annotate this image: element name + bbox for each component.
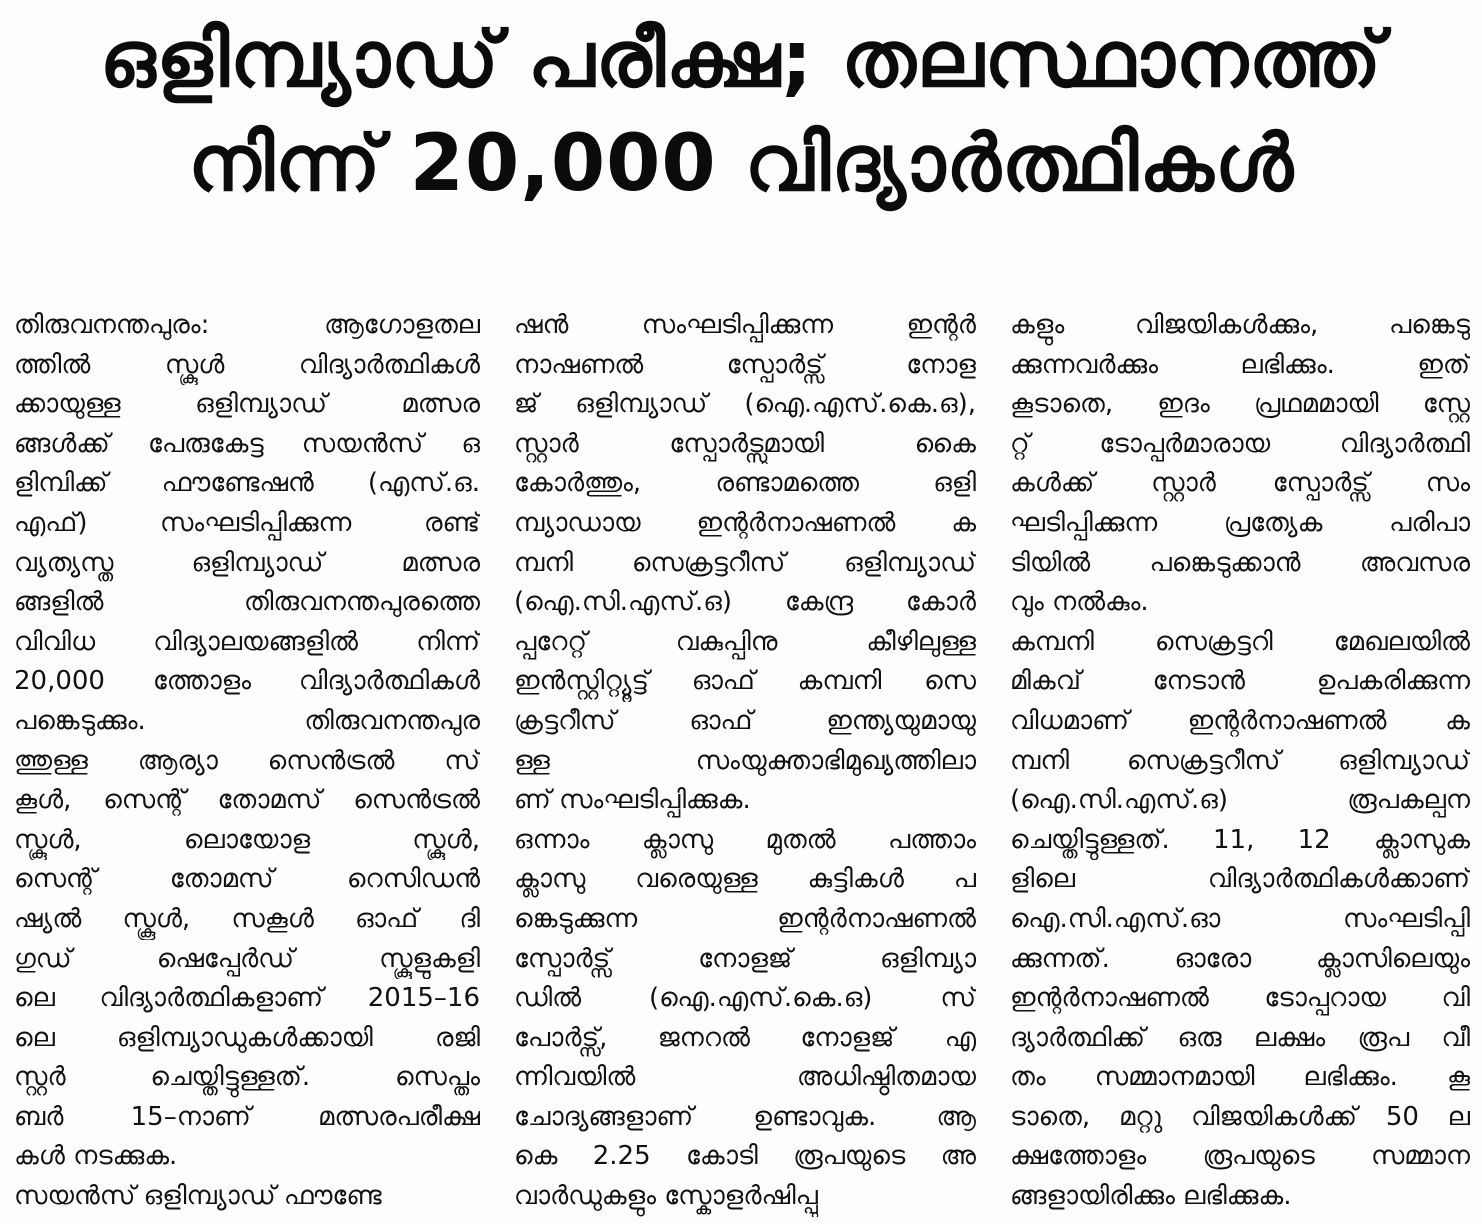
article-line: ജ് ഒളിമ്പ്യാഡ് (ഐ.എസ്.കെ.ഒ), (514, 389, 976, 420)
article-line: കൾക്ക് സ്റ്റാർ സ്പോർട്സ് സം (1010, 468, 1470, 499)
article-line: ഗുഡ് ഷെപ്പേർഡ് സ്കൂളുകളി (14, 943, 480, 974)
article-line: ന്നിവയിൽ അധിഷ്ഠിതമായ (514, 1062, 976, 1093)
headline-line-2: നിന്ന് 20,000 വിദ്യാർത്ഥികൾ (187, 119, 1295, 209)
article-line: ക്കുന്നത്. ഓരോ ക്ലാസിലെയും (1010, 943, 1470, 974)
article-line: ലെ ഒളിമ്പ്യാഡുകൾക്കായി രജി (14, 1022, 480, 1053)
article-line: പ്പറേറ്റ് വകുപ്പിനു കീഴിലുള്ള (514, 626, 976, 657)
article-line: ഒന്നാം ക്ലാസു മുതൽ പത്താം (514, 824, 976, 855)
headline-line-1: ഒളിമ്പ്യാഡ് പരീക്ഷ; തലസ്ഥാനത്ത് (99, 15, 1383, 105)
article-line: സ്പോർട്സ് നോളജ് ഒളിമ്പ്യാ (514, 943, 976, 974)
article-line: വിവിധ വിദ്യാലയങ്ങളിൽ നിന്ന് (14, 626, 480, 657)
article-line: വും നൽകും. (1010, 587, 1149, 618)
article-line: ചെയ്തിട്ടുള്ളത്. 11, 12 ക്ലാസുക (1010, 824, 1470, 855)
article-column-3 (1010, 306, 1470, 1218)
article-line: മ്പനി സെക്രട്ടറീസ് ഒളിമ്പ്യാഡ് (514, 547, 976, 578)
article-line: കൂടാതെ, ഇദം പ്രഥമമായി സ്റ്റേ (1010, 389, 1470, 420)
article-line: സയൻസ് ഒളിമ്പ്യാഡ് ഫൗണ്ടേ (14, 1181, 382, 1212)
article-line: മികവ് നേടാൻ ഉപകരിക്കുന്ന (1010, 666, 1470, 697)
article-line: ങ്ങളിൽ തിരുവനന്തപുരത്തെ (14, 587, 480, 618)
article-line: മ്പനി സെക്രട്ടറീസ് ഒളിമ്പ്യാഡ് (1010, 745, 1470, 776)
article-line: ഐ.സി.എസ്.ഓ സംഘടിപ്പി (1010, 903, 1470, 934)
article-line: ളിമ്പിക്ക് ഫൗണ്ടേഷൻ (എസ്.ഒ. (14, 468, 480, 499)
article-line: തം സമ്മാനമായി ലഭിക്കും. കൂ (1010, 1062, 1470, 1093)
article-line: സെന്റ് തോമസ് റെസിഡൻ (14, 864, 480, 895)
article-line: ചോദ്യങ്ങളാണ് ഉണ്ടാവുക. ആ (514, 1101, 976, 1132)
article-line: ഡിൽ (ഐ.എസ്.കെ.ഒ) സ് (514, 983, 976, 1014)
article-column-1 (14, 306, 480, 1218)
article-line: സ്റ്റാർ സ്പോർട്സുമായി കൈ (514, 428, 976, 459)
article-line: (ഐ.സി.എസ്.ഒ) കേന്ദ്ര കോർ (514, 587, 976, 618)
article-line: ള്ള സംയുക്താഭിമുഖ്യത്തിലാ (514, 745, 976, 776)
headline (0, 8, 1482, 216)
article-line: ക്കായുള്ള ഒളിമ്പ്യാഡ് മത്സര (14, 389, 480, 420)
article-line: ക്രട്ടറീസ് ഓഫ് ഇന്ത്യയുമായു (514, 705, 976, 736)
article-line: കൂൾ, സെന്റ് തോമസ് സെൻട്രൽ (14, 785, 480, 816)
article-line: ടിയിൽ പങ്കെടുക്കാൻ അവസര (1010, 547, 1470, 578)
article-line: കമ്പനി സെക്രട്ടറി മേഖലയിൽ (1010, 626, 1470, 657)
article-line: ങ്ങളായിരിക്കും ലഭിക്കുക. (1010, 1181, 1292, 1212)
article-line: നാഷണൽ സ്പോർട്സ് നോള (514, 349, 976, 380)
article-line: റ്റ് ടോപ്പർമാരായ വിദ്യാർത്ഥി (1010, 428, 1470, 459)
article-line: ഘടിപ്പിക്കുന്ന പ്രത്യേക പരിപാ (1010, 507, 1470, 538)
article-line: ലെ വിദ്യാർത്ഥികളാണ് 2015–16 (14, 983, 480, 1014)
article-line: ദ്യാർത്ഥിക്ക് ഒരു ലക്ഷം രൂപ വീ (1010, 1022, 1470, 1053)
article-line: തിരുവനന്തപുരം: ആഗോളതല (14, 310, 480, 340)
article-body (14, 306, 1470, 1218)
article-line: എഫ്) സംഘടിപ്പിക്കുന്ന രണ്ട് (14, 507, 480, 538)
article-line: ക്ഷത്തോളം രൂപയുടെ സമ്മാന (1010, 1141, 1470, 1172)
article-line: ണ് സംഘടിപ്പിക്കുക. (514, 785, 751, 816)
article-line: മ്പ്യാഡായ ഇന്റർനാഷണൽ ക (514, 507, 976, 538)
article-line: ടാതെ, മറ്റു വിജയികൾക്ക് 50 ല (1010, 1101, 1470, 1132)
article-line: ഷ്യൽ സ്കൂൾ, സകൂൾ ഓഫ് ദി (14, 903, 480, 934)
article-line: വാർഡുകളും സ്കോളർഷിപ്പു (514, 1181, 818, 1212)
article-line: വിധമാണ് ഇന്റർനാഷണൽ ക (1010, 705, 1470, 736)
article-line: സ്കൂൾ, ലൊയോള സ്കൂൾ, (14, 824, 480, 855)
article-line: ത്തിൽ സ്കൂൾ വിദ്യാർത്ഥികൾ (14, 349, 480, 380)
article-line: ങ്കെടുക്കുന്ന ഇന്റർനാഷണൽ (514, 903, 976, 934)
article-line: വ്യത്യസ്ത ഒളിമ്പ്യാഡ് മത്സര (14, 547, 480, 578)
article-line: പോർട്സ്, ജനറൽ നോളജ് എ (514, 1022, 976, 1053)
article-line: ഷൻ സംഘടിപ്പിക്കുന്ന ഇന്റർ (514, 310, 976, 340)
article-line: ക്ലാസു വരെയുള്ള കുട്ടികൾ പ (514, 864, 976, 895)
article-line: ങ്ങൾക്ക് പേരുകേട്ട സയൻസ് ഒ (14, 428, 480, 459)
article-line: ഇന്റർനാഷണൽ ടോപ്പറായ വി (1010, 983, 1470, 1014)
article-line: ഇൻസ്റ്റിറ്റ്യൂട്ട് ഓഫ് കമ്പനി സെ (514, 666, 976, 697)
article-line: സ്റ്റർ ചെയ്തിട്ടുള്ളത്. സെപ്തം (14, 1062, 480, 1093)
article-line: കോർത്തും, രണ്ടാമത്തെ ഒളി (514, 468, 976, 499)
article-line: ളിലെ വിദ്യാർത്ഥികൾക്കാണ് (1010, 864, 1470, 895)
article-line: 20,000 ത്തോളം വിദ്യാർത്ഥികൾ (14, 666, 480, 697)
article-line: കൾ നടക്കുക. (14, 1141, 178, 1172)
article-line: ബർ 15–നാണ് മത്സരപരീക്ഷ (14, 1101, 480, 1132)
article-line: ത്തുള്ള ആര്യാ സെൻട്രൽ സ് (14, 745, 480, 776)
article-line: പങ്കെടുക്കും. തിരുവനന്തപുര (14, 705, 480, 736)
article-line: കളും വിജയികൾക്കും, പങ്കെടു (1010, 310, 1470, 340)
article-line: ക്കുന്നവർക്കും ലഭിക്കും. ഇത് (1010, 349, 1470, 380)
article-line: (ഐ.സി.എസ്.ഒ) രൂപകല്പന (1010, 785, 1470, 816)
article-line: കെ 2.25 കോടി രൂപയുടെ അ (514, 1141, 976, 1172)
article-column-2 (514, 306, 976, 1218)
